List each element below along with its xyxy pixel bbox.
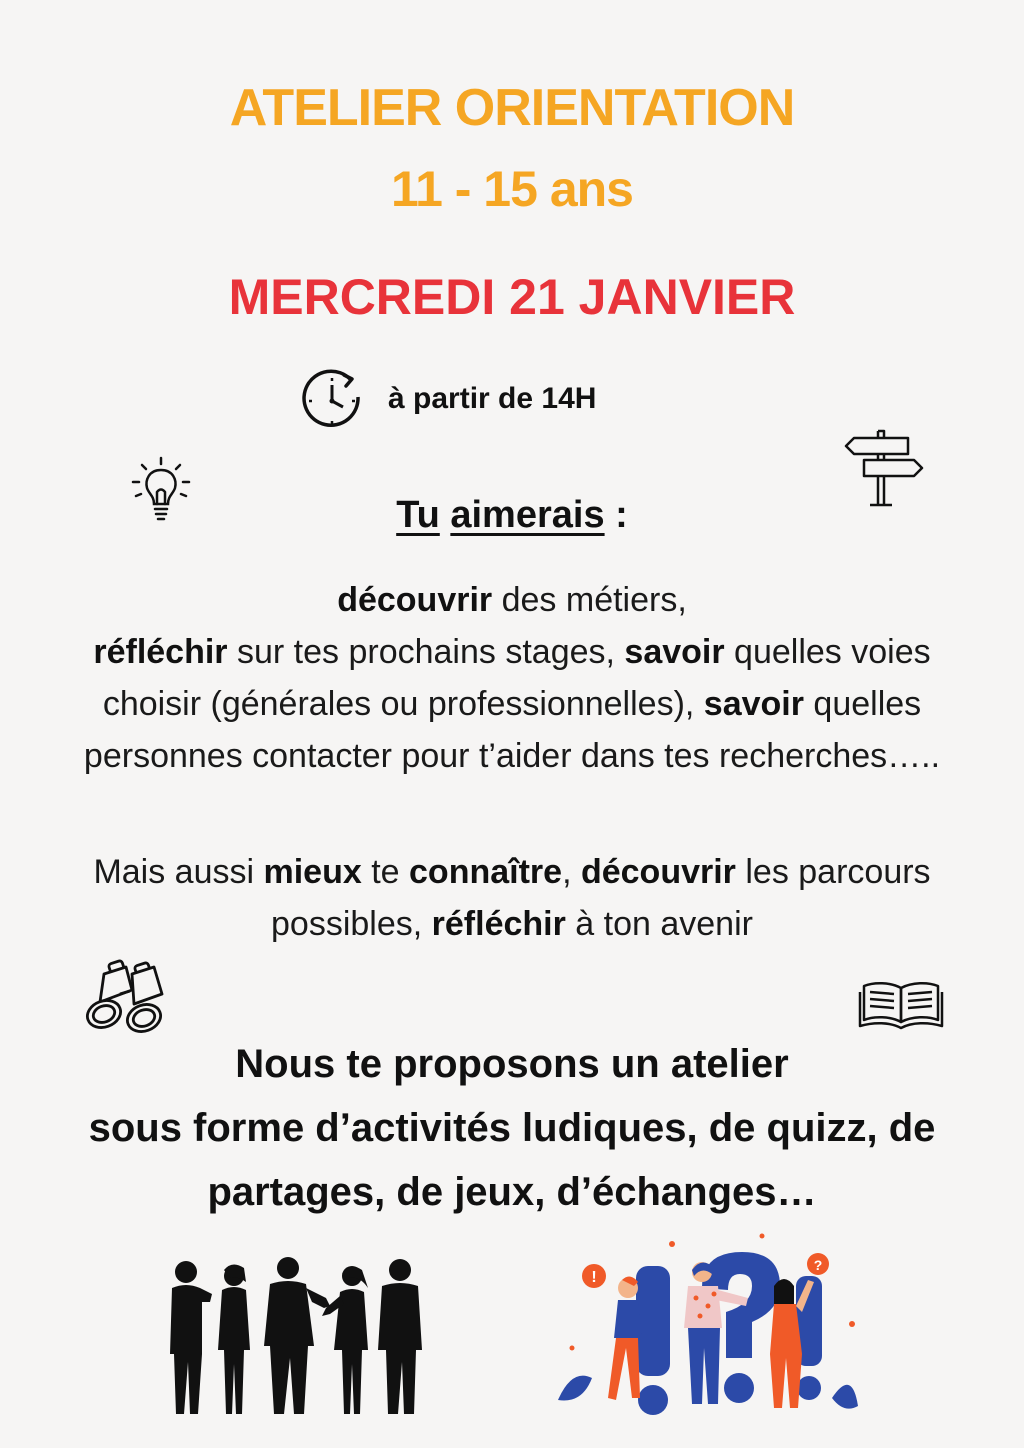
paragraph-line bbox=[20, 574, 1004, 626]
bold-word: réfléchir bbox=[93, 633, 228, 671]
offer-text bbox=[10, 1032, 1014, 1224]
age-range: 11 - 15 ans bbox=[391, 161, 633, 217]
bold-word: mieux bbox=[263, 853, 362, 891]
interests-paragraph bbox=[20, 574, 1004, 782]
svg-text:?: ? bbox=[813, 1257, 823, 1273]
bold-word: découvrir bbox=[337, 581, 493, 619]
bold-word: réfléchir bbox=[431, 905, 566, 943]
text-run: quelles voies bbox=[724, 633, 931, 671]
event-date: MERCREDI 21 JANVIER bbox=[228, 269, 796, 325]
paragraph-line bbox=[20, 898, 1004, 950]
paragraph-line bbox=[20, 846, 1004, 898]
text-run: les parcours bbox=[735, 853, 931, 891]
bold-word: découvrir bbox=[580, 853, 736, 891]
also-paragraph bbox=[20, 846, 1004, 950]
binoculars-icon bbox=[80, 958, 172, 1038]
bold-word: connaître bbox=[409, 853, 563, 891]
text-run: à ton avenir bbox=[565, 905, 753, 943]
bold-word: savoir bbox=[624, 633, 725, 671]
page-title: ATELIER ORIENTATION bbox=[229, 79, 795, 137]
text-run: possibles, bbox=[271, 905, 432, 943]
clock-icon bbox=[300, 367, 364, 431]
paragraph-line bbox=[20, 626, 1004, 678]
book-icon bbox=[856, 978, 946, 1032]
heading-word-tu: Tu bbox=[396, 494, 440, 536]
offer-line-2: sous forme d’activités ludiques, de quizz, de bbox=[88, 1106, 936, 1150]
text-run: sur tes prochains stages, bbox=[227, 633, 625, 671]
svg-text:!: ! bbox=[591, 1269, 597, 1286]
offer-line-3: partages, de jeux, d’échanges… bbox=[207, 1170, 817, 1214]
question-people-illustration bbox=[552, 1228, 862, 1424]
people-silhouettes bbox=[164, 1254, 424, 1418]
offer-line-1: Nous te proposons un atelier bbox=[235, 1042, 789, 1086]
intro-heading bbox=[0, 494, 1024, 537]
paragraph-line bbox=[20, 730, 1004, 782]
start-time: à partir de 14H bbox=[388, 382, 597, 415]
text-run: Mais aussi bbox=[93, 853, 264, 891]
time-row bbox=[300, 366, 596, 432]
text-run: quelles bbox=[803, 685, 922, 723]
bold-word: savoir bbox=[703, 685, 804, 723]
heading-word-aimerais: aimerais bbox=[450, 494, 605, 536]
text-run: te bbox=[361, 853, 410, 891]
text-run: , bbox=[562, 853, 581, 891]
text-run: personnes contacter pour t’aider dans tes recherches….. bbox=[83, 737, 941, 775]
heading-colon: : bbox=[604, 494, 628, 536]
paragraph-line bbox=[20, 678, 1004, 730]
text-run: choisir (générales ou professionnelles), bbox=[102, 685, 704, 723]
text-run: des métiers, bbox=[492, 581, 687, 619]
